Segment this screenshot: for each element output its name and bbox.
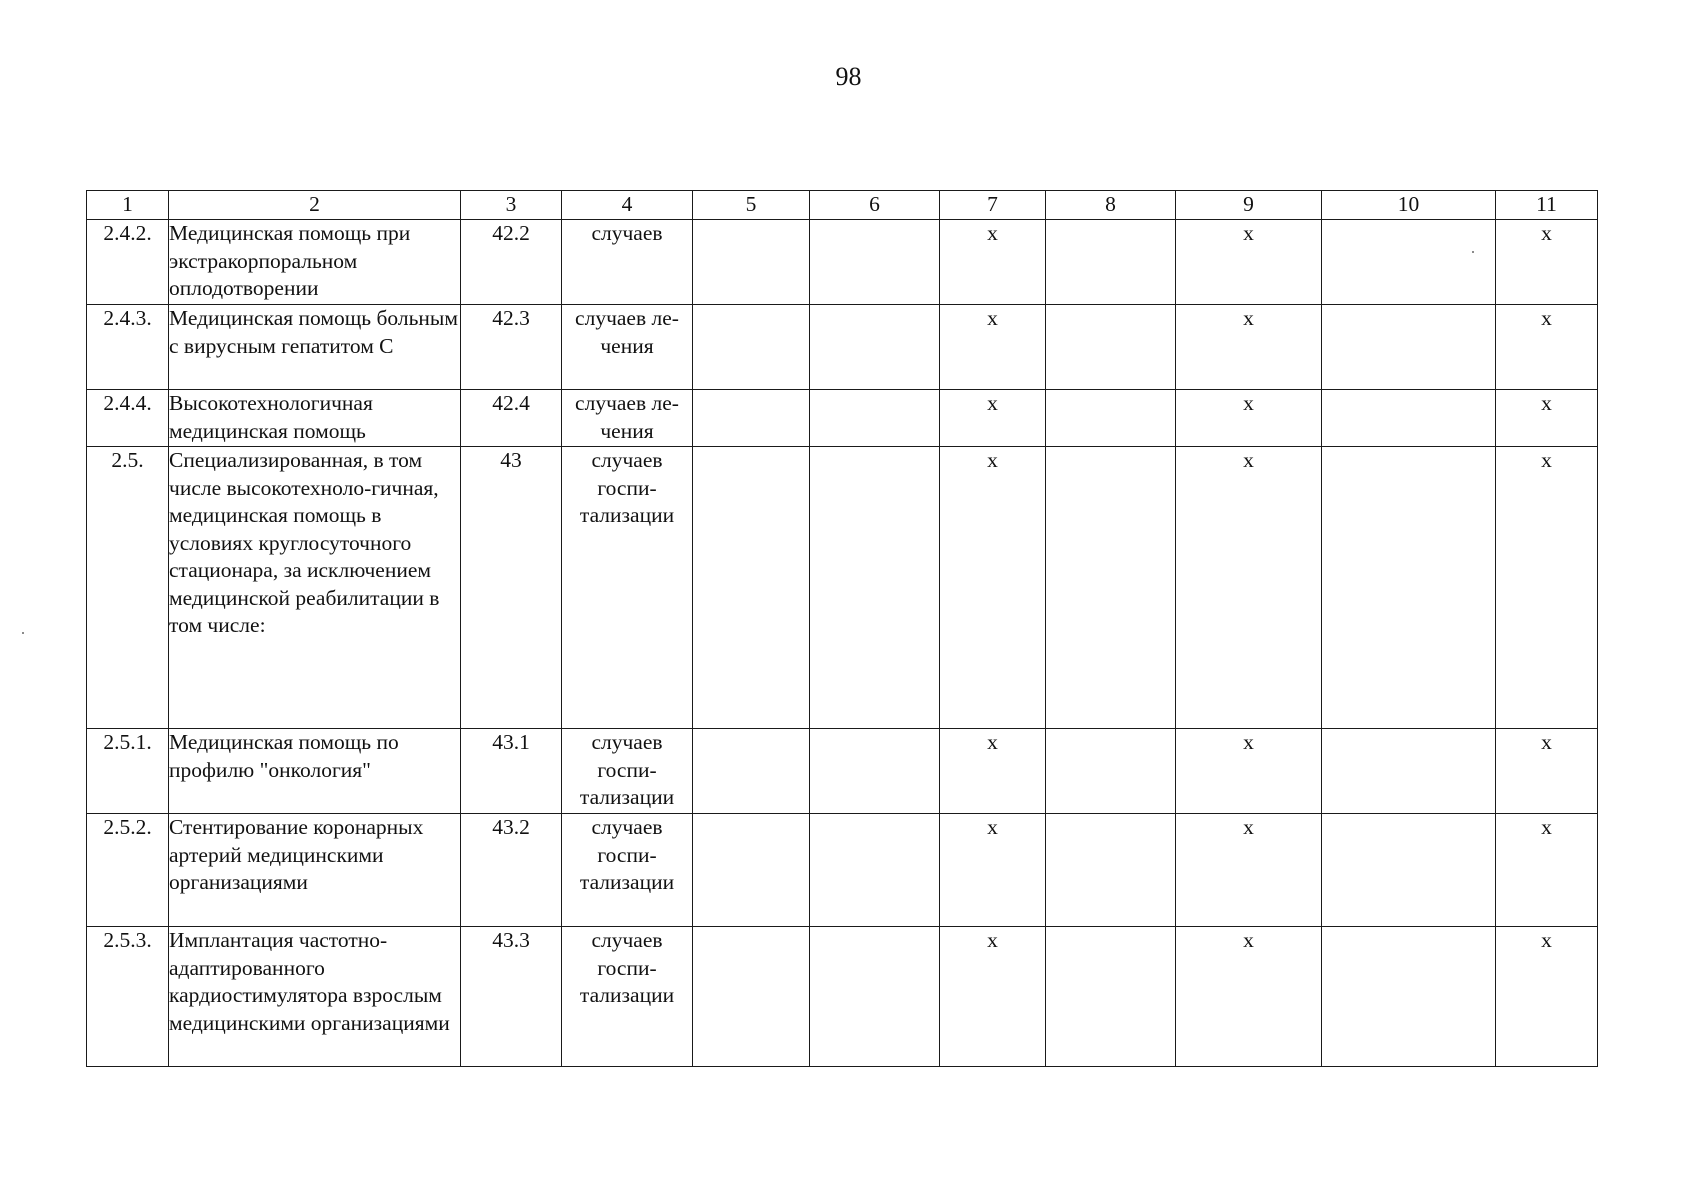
cell-x-mark: х xyxy=(1176,447,1322,729)
cell-x-mark: х xyxy=(1176,927,1322,1067)
cell-x-mark: х xyxy=(1176,220,1322,305)
row-code: 2.5.1. xyxy=(87,729,169,814)
cell-x-mark: х xyxy=(940,390,1046,447)
row-number: 42.2 xyxy=(461,220,562,305)
column-header: 2 xyxy=(169,191,461,220)
cell-x-mark: х xyxy=(1496,390,1598,447)
row-code: 2.5.2. xyxy=(87,814,169,927)
row-code: 2.4.2. xyxy=(87,220,169,305)
column-header: 5 xyxy=(693,191,810,220)
cell-empty xyxy=(810,390,940,447)
cell-empty xyxy=(810,305,940,390)
row-code: 2.5. xyxy=(87,447,169,729)
cell-x-mark: х xyxy=(1496,305,1598,390)
cell-x-mark: х xyxy=(1176,729,1322,814)
row-unit: случаев госпи-тализации xyxy=(562,729,693,814)
cell-empty xyxy=(1322,814,1496,927)
row-name: Медицинская помощь при экстракорпоральном оплодотворении xyxy=(169,220,461,305)
cell-empty xyxy=(1046,390,1176,447)
cell-x-mark: х xyxy=(1176,390,1322,447)
row-number: 43 xyxy=(461,447,562,729)
cell-empty xyxy=(693,927,810,1067)
row-unit: случаев госпи-тализации xyxy=(562,814,693,927)
cell-empty xyxy=(1046,447,1176,729)
row-name: Медицинская помощь больным с вирусным гепатитом С xyxy=(169,305,461,390)
cell-empty xyxy=(693,729,810,814)
cell-empty xyxy=(1046,729,1176,814)
cell-empty xyxy=(1046,814,1176,927)
row-unit: случаев ле-чения xyxy=(562,305,693,390)
row-code: 2.4.4. xyxy=(87,390,169,447)
row-name: Имплантация частотно-адаптированного кардиостимулятора взрослым медицинскими организациями xyxy=(169,927,461,1067)
cell-empty xyxy=(810,447,940,729)
row-code: 2.4.3. xyxy=(87,305,169,390)
cell-empty xyxy=(1322,220,1496,305)
cell-empty xyxy=(1322,927,1496,1067)
row-number: 42.4 xyxy=(461,390,562,447)
row-number: 43.3 xyxy=(461,927,562,1067)
table-row xyxy=(87,729,1598,814)
row-unit: случаев госпи-тализации xyxy=(562,447,693,729)
row-unit: случаев xyxy=(562,220,693,305)
cell-x-mark: х xyxy=(940,814,1046,927)
scan-speck xyxy=(1472,251,1474,253)
row-name: Стентирование коронарных артерий медицинскими организациями xyxy=(169,814,461,927)
cell-x-mark: х xyxy=(1496,220,1598,305)
column-header: 6 xyxy=(810,191,940,220)
cell-x-mark: х xyxy=(1496,814,1598,927)
cell-empty xyxy=(1322,305,1496,390)
cell-empty xyxy=(693,220,810,305)
cell-x-mark: х xyxy=(940,729,1046,814)
cell-x-mark: х xyxy=(1496,447,1598,729)
row-number: 43.2 xyxy=(461,814,562,927)
column-header: 9 xyxy=(1176,191,1322,220)
cell-empty xyxy=(1322,447,1496,729)
cell-x-mark: х xyxy=(940,447,1046,729)
table-row xyxy=(87,447,1598,729)
column-header: 7 xyxy=(940,191,1046,220)
column-header: 11 xyxy=(1496,191,1598,220)
cell-empty xyxy=(810,927,940,1067)
cell-empty xyxy=(1322,390,1496,447)
table-row xyxy=(87,814,1598,927)
cell-empty xyxy=(810,814,940,927)
cell-empty xyxy=(693,390,810,447)
table-row xyxy=(87,305,1598,390)
table-row xyxy=(87,220,1598,305)
table-row xyxy=(87,927,1598,1067)
cell-empty xyxy=(1046,220,1176,305)
cell-x-mark: х xyxy=(940,305,1046,390)
cell-empty xyxy=(1046,305,1176,390)
cell-empty xyxy=(693,814,810,927)
row-name: Высокотехнологичная медицинская помощь xyxy=(169,390,461,447)
cell-empty xyxy=(810,220,940,305)
row-number: 43.1 xyxy=(461,729,562,814)
column-header: 1 xyxy=(87,191,169,220)
cell-x-mark: х xyxy=(1176,305,1322,390)
data-table xyxy=(86,190,1598,1067)
column-header: 10 xyxy=(1322,191,1496,220)
column-header: 8 xyxy=(1046,191,1176,220)
row-code: 2.5.3. xyxy=(87,927,169,1067)
column-header: 4 xyxy=(562,191,693,220)
row-name: Медицинская помощь по профилю "онкология" xyxy=(169,729,461,814)
cell-empty xyxy=(810,729,940,814)
cell-empty xyxy=(1322,729,1496,814)
row-unit: случаев ле-чения xyxy=(562,390,693,447)
header-row xyxy=(87,191,1598,220)
column-header: 3 xyxy=(461,191,562,220)
cell-empty xyxy=(1046,927,1176,1067)
cell-x-mark: х xyxy=(940,927,1046,1067)
cell-x-mark: х xyxy=(1176,814,1322,927)
cell-x-mark: х xyxy=(940,220,1046,305)
row-number: 42.3 xyxy=(461,305,562,390)
page-number: 98 xyxy=(835,62,862,91)
cell-x-mark: х xyxy=(1496,729,1598,814)
scan-speck xyxy=(22,632,24,634)
table-row xyxy=(87,390,1598,447)
row-name: Специализированная, в том числе высокотехноло-гичная, медицинская помощь в условиях круглосуточного стационара, за исключением медицинской реабилитации в том числе: xyxy=(169,447,461,729)
row-unit: случаев госпи-тализации xyxy=(562,927,693,1067)
cell-empty xyxy=(693,447,810,729)
cell-x-mark: х xyxy=(1496,927,1598,1067)
cell-empty xyxy=(693,305,810,390)
